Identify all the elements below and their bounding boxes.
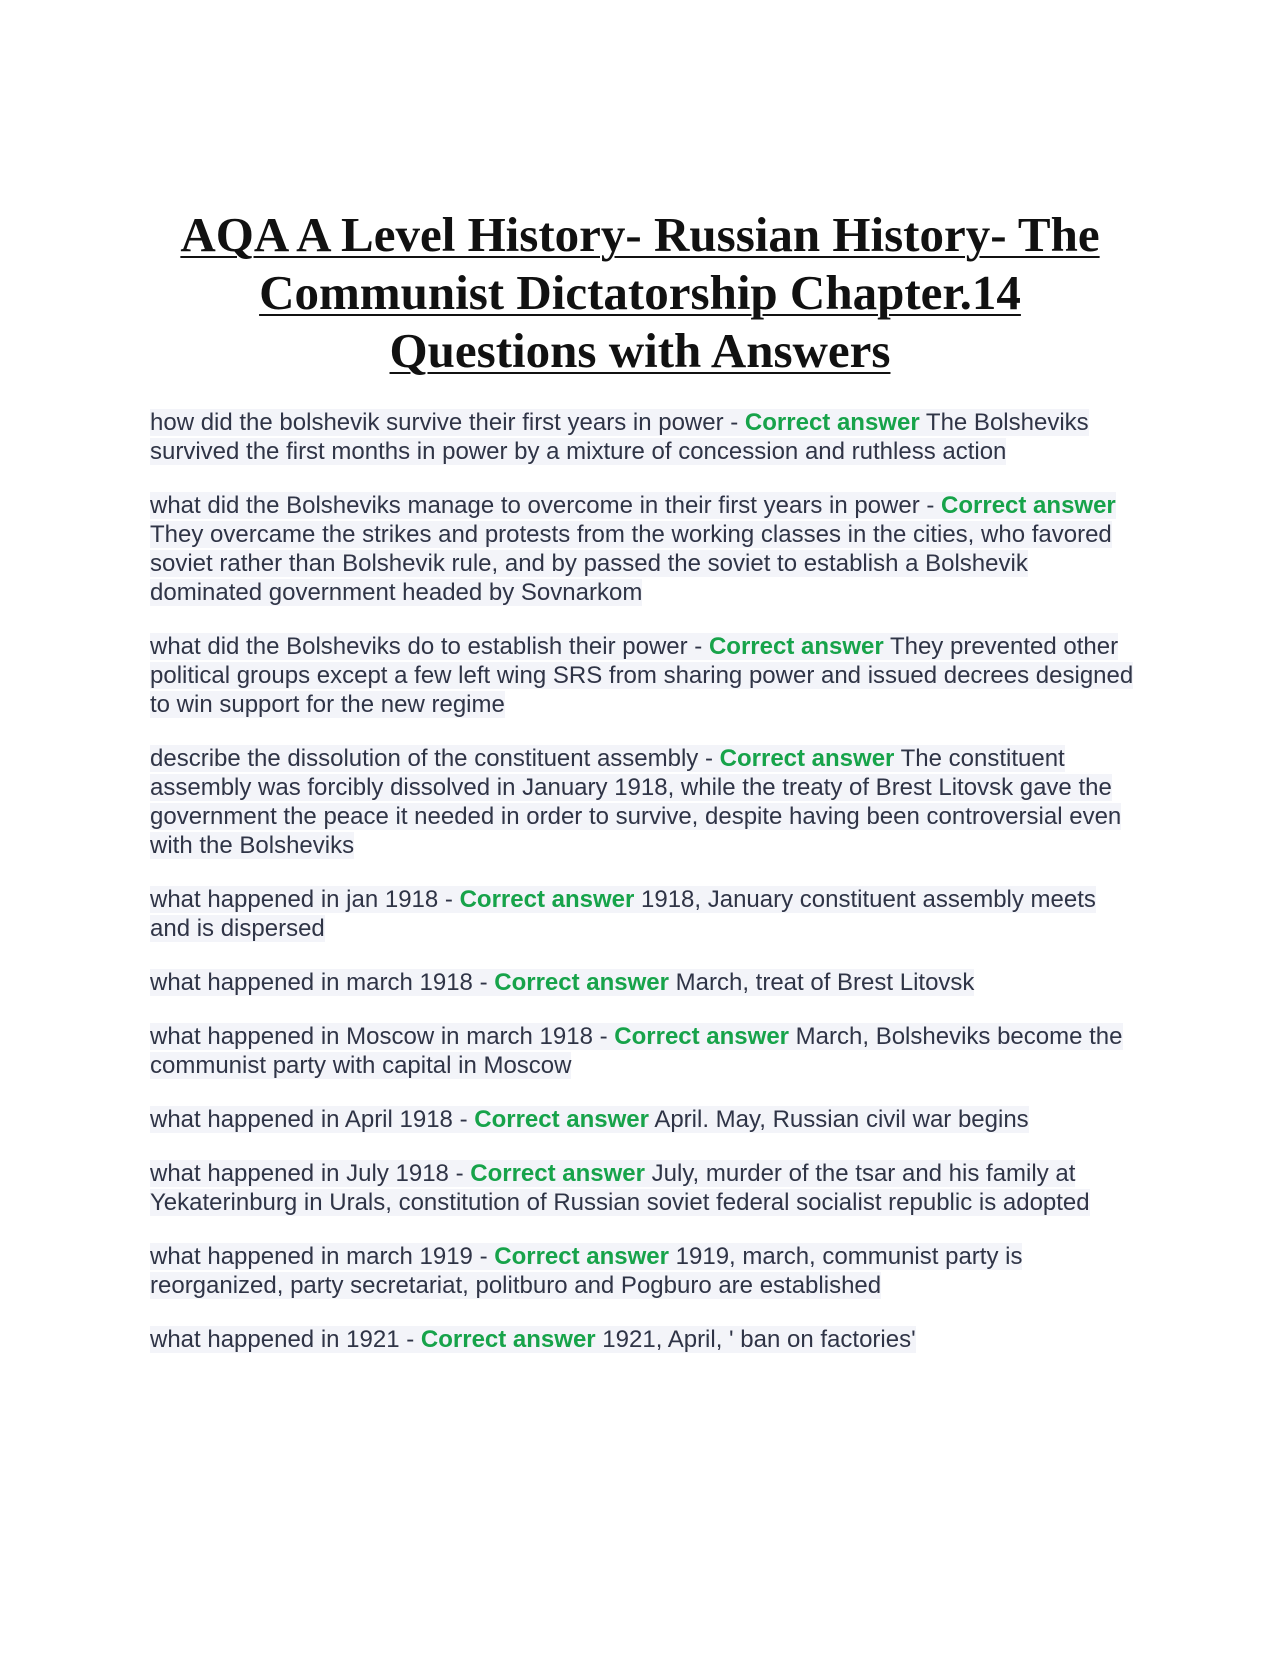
correct-answer-label: Correct answer bbox=[708, 633, 884, 660]
answer-text: 1918, January constituent assembly meets and is dispersed bbox=[150, 886, 1096, 942]
answer-text: They overcame the strikes and protests from the working classes in the cities, who favored soviet rather than Bolshevik rule, and by passed the soviet to establish a Bolshevik dominated government headed by Sovnarkom bbox=[150, 521, 1112, 606]
question-text: what happened in march 1918 - bbox=[150, 969, 495, 996]
answer-text: March, Bolsheviks become the communist party with capital in Moscow bbox=[150, 1023, 1123, 1079]
qa-item bbox=[150, 1022, 1140, 1080]
title-line-1: AQA A Level History- Russian History- The bbox=[180, 207, 1100, 262]
qa-item bbox=[150, 1105, 1140, 1134]
qa-item bbox=[150, 491, 1140, 607]
qa-item bbox=[150, 1159, 1140, 1217]
answer-text: April. May, Russian civil war begins bbox=[648, 1106, 1029, 1133]
qa-item bbox=[150, 1325, 1140, 1354]
question-text: how did the bolshevik survive their first years in power - bbox=[150, 409, 745, 436]
answer-text: July, murder of the tsar and his family at Yekaterinburg in Urals, constitution of Russian soviet federal socialist republic is adopted bbox=[150, 1160, 1090, 1216]
qa-item bbox=[150, 1242, 1140, 1300]
answer-text: March, treat of Brest Litovsk bbox=[668, 969, 975, 996]
question-text: what happened in April 1918 - bbox=[150, 1106, 475, 1133]
correct-answer-label: Correct answer bbox=[744, 409, 920, 436]
qa-item bbox=[150, 408, 1140, 466]
answer-text: The Bolsheviks survived the first months in power by a mixture of concession and ruthless action bbox=[150, 409, 1089, 465]
answer-text: 1919, march, communist party is reorganized, party secretariat, politburo and Pogburo are established bbox=[150, 1243, 1023, 1299]
answer-text: The constituent assembly was forcibly dissolved in January 1918, while the treaty of Brest Litovsk gave the government the peace it needed in order to survive, despite having been controversial even with the Bolsheviks bbox=[150, 745, 1122, 859]
answer-text: 1921, April, ' ban on factories' bbox=[595, 1326, 916, 1353]
qa-item bbox=[150, 632, 1140, 719]
title-line-2: Communist Dictatorship Chapter.14 bbox=[259, 265, 1021, 320]
qa-item bbox=[150, 744, 1140, 860]
question-text: what happened in jan 1918 - bbox=[150, 886, 460, 913]
correct-answer-label: Correct answer bbox=[719, 745, 895, 772]
document-title bbox=[150, 206, 1130, 380]
question-text: what happened in march 1919 - bbox=[150, 1243, 495, 1270]
qa-item bbox=[150, 885, 1140, 943]
question-text: what happened in Moscow in march 1918 - bbox=[150, 1023, 615, 1050]
qa-list bbox=[150, 408, 1140, 1379]
correct-answer-label: Correct answer bbox=[474, 1106, 649, 1133]
question-text: what happened in 1921 - bbox=[150, 1326, 421, 1353]
question-text: describe the dissolution of the constituent assembly - bbox=[150, 745, 720, 772]
correct-answer-label: Correct answer bbox=[614, 1023, 790, 1050]
correct-answer-label: Correct answer bbox=[494, 969, 669, 996]
correct-answer-label: Correct answer bbox=[470, 1160, 645, 1187]
qa-item bbox=[150, 968, 1140, 997]
answer-text: They prevented other political groups except a few left wing SRS from sharing power and issued decrees designed to win support for the new regime bbox=[150, 633, 1134, 718]
question-text: what did the Bolsheviks do to establish their power - bbox=[150, 633, 709, 660]
question-text: what happened in July 1918 - bbox=[150, 1160, 471, 1187]
title-line-3: Questions with Answers bbox=[389, 323, 891, 378]
correct-answer-label: Correct answer bbox=[941, 492, 1116, 519]
correct-answer-label: Correct answer bbox=[420, 1326, 596, 1353]
correct-answer-label: Correct answer bbox=[459, 886, 635, 913]
question-text: what did the Bolsheviks manage to overcome in their first years in power - bbox=[150, 492, 942, 519]
correct-answer-label: Correct answer bbox=[494, 1243, 669, 1270]
